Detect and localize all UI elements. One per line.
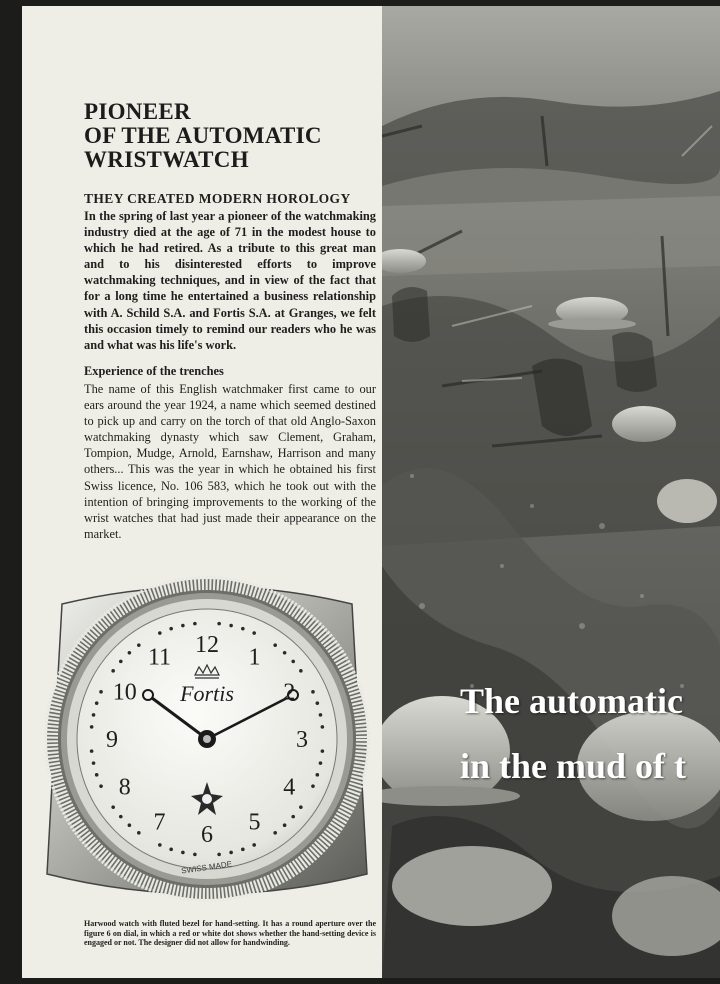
- trench-photo-image: [382, 6, 720, 978]
- trench-photo: [382, 6, 720, 978]
- minute-dot: [252, 843, 256, 847]
- minute-dot: [92, 761, 96, 765]
- minute-dot: [273, 643, 277, 647]
- minute-dot: [193, 853, 197, 857]
- minute-dot: [95, 701, 99, 705]
- watch-illustration: [32, 574, 382, 914]
- brand-text: Fortis: [180, 681, 234, 706]
- dial-numeral: 2: [283, 679, 296, 706]
- minute-dot: [99, 690, 103, 694]
- minute-dot: [241, 848, 245, 852]
- minute-dot: [193, 622, 197, 626]
- watch-caption: Harwood watch with fluted bezel for hand-setting. It has a round aperture over the figure 6 on dial, in which a red or white dot shows whether the hand-setting device is engaged or not. The designer did not allow for handwinding.: [84, 919, 376, 948]
- minute-dot: [316, 773, 320, 777]
- minute-dot: [169, 848, 173, 852]
- minute-dot: [217, 622, 221, 626]
- intro-paragraph: In the spring of last year a pioneer of the watchmaking industry died at the age of 71 in the modest house to which he had retired. As a tribute to this great man and to his disinterested efforts to improve watchmaking techniques, and in view of the fact that for a long time he entertained a business relationship with A. Schild S.A. and Fortis S.A. at Granges, we felt this occasion timely to remind our readers who he was and what was his life's work.: [84, 209, 376, 352]
- dial-numeral: 9: [106, 727, 118, 753]
- minute-dot: [137, 831, 141, 835]
- minute-dot: [217, 853, 221, 857]
- minute-dot: [311, 690, 315, 694]
- section-paragraph: The name of this English watchmaker first came to our ears around the year 1924, a name which seemed destined to pick up and carry on the torch of that old Anglo-Saxon watchmaking dynasty which saw Clement, Graham, Tompion, Mudge, Arnold, Earnshaw, Harrison and many others... This was the year in which he obtained his first Swiss licence, No. 106 583, which he took out with the intention of bringing improvements to the working of the wrist watches that had just made their appearance on the market.: [84, 382, 376, 541]
- title-line-3: WRISTWATCH: [84, 147, 249, 172]
- minute-dot: [90, 725, 94, 729]
- minute-dot: [92, 713, 96, 717]
- minute-dot: [169, 627, 173, 631]
- dial-numeral: 8: [118, 774, 131, 801]
- minute-dot: [119, 660, 123, 664]
- minute-dot: [241, 627, 245, 631]
- title-line-1: PIONEER: [84, 99, 191, 124]
- minute-dot: [283, 651, 287, 655]
- minute-dot: [158, 843, 162, 847]
- minute-dot: [137, 643, 141, 647]
- hand-pivot-cap: [203, 735, 211, 743]
- minute-dot: [158, 631, 162, 635]
- minute-dot: [229, 624, 233, 628]
- dial-numeral: 6: [201, 822, 213, 848]
- minute-dot: [252, 631, 256, 635]
- minute-dot: [299, 805, 303, 809]
- minute-dot: [321, 749, 325, 753]
- dial-numeral: 11: [147, 644, 172, 671]
- article-subheading: THEY CREATED MODERN HOROLOGY: [84, 191, 351, 206]
- minute-dot: [181, 851, 185, 855]
- minute-dot: [321, 725, 325, 729]
- minute-dot: [319, 713, 323, 717]
- minute-dot: [291, 815, 295, 819]
- photo-headline-line1: The automatic: [460, 681, 683, 721]
- minute-dot: [119, 815, 123, 819]
- article-title: [84, 100, 384, 172]
- minute-dot: [90, 749, 94, 753]
- minute-dot: [128, 651, 132, 655]
- minute-dot: [311, 784, 315, 788]
- minute-dot: [99, 784, 103, 788]
- dial-numeral: 5: [248, 809, 261, 836]
- minute-dot: [128, 823, 132, 827]
- minute-dot: [181, 624, 185, 628]
- section-heading: Experience of the trenches: [84, 364, 224, 378]
- dial-numeral: 4: [283, 774, 296, 801]
- minute-dot: [229, 851, 233, 855]
- dial-numeral: 7: [153, 809, 166, 836]
- minute-dot: [273, 831, 277, 835]
- minute-dot: [95, 773, 99, 777]
- swiss-made-text: SWISS MADE: [180, 859, 233, 876]
- minute-dot: [291, 660, 295, 664]
- dial-numeral: 3: [296, 727, 308, 753]
- minute-dot: [316, 701, 320, 705]
- dial-numeral: 12: [195, 632, 219, 658]
- dial-numeral: 1: [248, 644, 261, 671]
- title-line-2: OF THE AUTOMATIC: [84, 123, 322, 148]
- minute-dot: [111, 805, 115, 809]
- dial-numeral: 10: [112, 679, 137, 706]
- magazine-page: [22, 6, 720, 978]
- photo-headline-line2: in the mud of t: [460, 746, 687, 786]
- minute-dot: [319, 761, 323, 765]
- minute-dot: [283, 823, 287, 827]
- minute-dot: [299, 669, 303, 673]
- minute-dot: [111, 669, 115, 673]
